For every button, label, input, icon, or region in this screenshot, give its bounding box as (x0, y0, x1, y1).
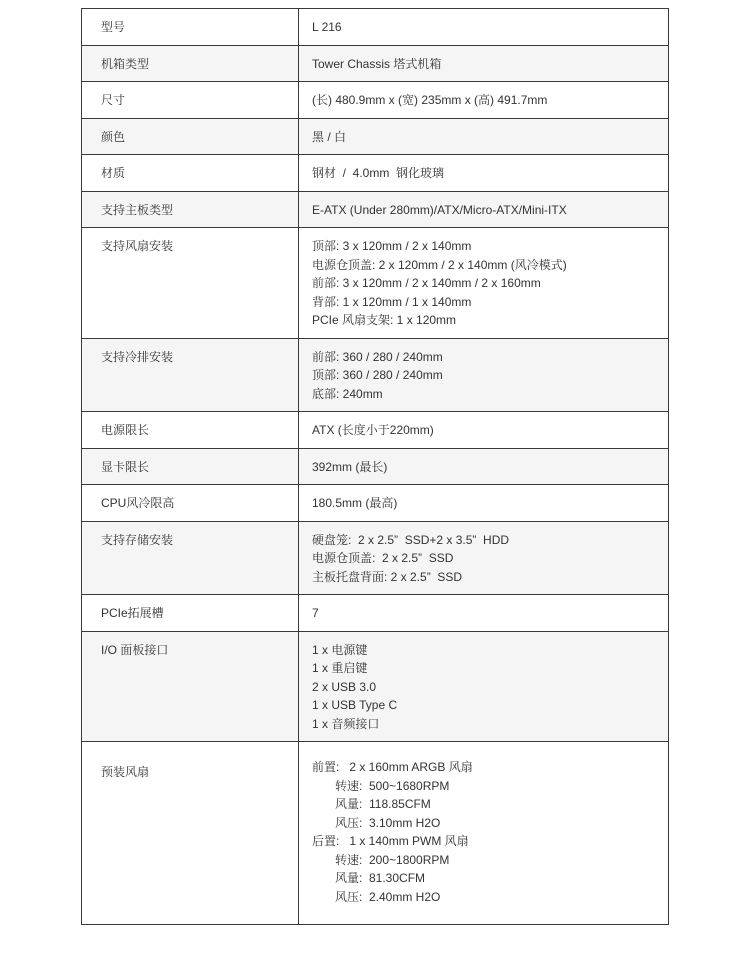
spec-value-line: L 216 (312, 20, 342, 34)
spec-value (299, 631, 669, 742)
spec-value-line: 转速: 200~1800RPM (335, 852, 450, 867)
spec-value-line: 7 (312, 606, 319, 620)
spec-label: 电源限长 (82, 412, 299, 449)
spec-value-line: 1 x 电源键 (312, 642, 368, 657)
spec-value-line: 1 x 重启键 (312, 661, 368, 675)
spec-value-line: 电源仓顶盖: 2 x 120mm / 2 x 140mm (风冷模式) (312, 257, 567, 272)
spec-label: 支持主板类型 (82, 191, 299, 228)
spec-value-line: 180.5mm (最高) (312, 496, 398, 510)
spec-value-line: E-ATX (Under 280mm)/ATX/Micro-ATX/Mini-ITX (312, 202, 567, 217)
spec-value-line: 1 x 音频接口 (312, 716, 380, 731)
spec-value-line: 2 x USB 3.0 (312, 679, 377, 694)
spec-value-line: PCIe 风扇支架: 1 x 120mm (312, 313, 457, 327)
spec-value (299, 521, 669, 595)
spec-value-line: 风压: 2.40mm H2O (335, 889, 441, 904)
spec-label: 支持风扇安装 (82, 228, 299, 339)
spec-row-color (82, 118, 669, 155)
spec-value (299, 155, 669, 192)
spec-row-radiator-support (82, 338, 669, 412)
spec-value-line: ATX (长度小于220mm) (312, 423, 434, 437)
spec-value-line: 后置: 1 x 140mm PWM 风扇 (312, 834, 469, 848)
spec-value-line: 1 x USB Type C (312, 698, 398, 712)
spec-value-line: Tower Chassis 塔式机箱 (312, 56, 442, 71)
spec-label: I/O 面板接口 (82, 631, 299, 742)
spec-value (299, 118, 669, 155)
spec-value-line: 392mm (最长) (312, 459, 388, 474)
spec-label: 材质 (82, 155, 299, 192)
spec-value (299, 228, 669, 339)
spec-value-line: 背部: 1 x 120mm / 1 x 140mm (312, 294, 472, 309)
spec-label: 型号 (82, 9, 299, 46)
spec-value-line: 顶部: 3 x 120mm / 2 x 140mm (312, 239, 472, 253)
spec-value (299, 82, 669, 119)
spec-value-line: 前部: 3 x 120mm / 2 x 140mm / 2 x 160mm (312, 276, 541, 290)
spec-row-storage (82, 521, 669, 595)
spec-value (299, 45, 669, 82)
spec-value-line: 转速: 500~1680RPM (335, 778, 450, 793)
spec-label: 颜色 (82, 118, 299, 155)
spec-value-line: 主板托盘背面: 2 x 2.5” SSD (312, 569, 463, 584)
spec-value (299, 485, 669, 522)
spec-row-model (82, 9, 669, 46)
spec-table-body (82, 9, 669, 925)
spec-row-chassis-type (82, 45, 669, 82)
spec-value (299, 595, 669, 632)
spec-row-material (82, 155, 669, 192)
spec-value-line: 电源仓顶盖: 2 x 2.5” SSD (312, 551, 454, 565)
spec-row-preinstalled-fans (82, 742, 669, 925)
spec-label: 支持存储安装 (82, 521, 299, 595)
spec-row-gpu-length (82, 448, 669, 485)
spec-label: CPU风冷限高 (82, 485, 299, 522)
spec-value-line: 黑 / 白 (312, 129, 347, 144)
spec-value-line: 风量: 81.30CFM (335, 871, 426, 885)
spec-label: 显卡限长 (82, 448, 299, 485)
spec-value (299, 448, 669, 485)
spec-row-dimensions (82, 82, 669, 119)
spec-label: PCIe拓展槽 (82, 595, 299, 632)
spec-row-io-panel (82, 631, 669, 742)
spec-value (299, 742, 669, 925)
spec-value (299, 412, 669, 449)
spec-value-line: 风量: 118.85CFM (335, 797, 431, 811)
spec-value-line: 顶部: 360 / 280 / 240mm (312, 368, 443, 382)
spec-row-motherboard (82, 191, 669, 228)
spec-value (299, 338, 669, 412)
spec-row-cpu-cooler-height (82, 485, 669, 522)
spec-value-line: (长) 480.9mm x (宽) 235mm x (高) 491.7mm (312, 93, 548, 107)
spec-row-pcie-slots (82, 595, 669, 632)
spec-table (81, 8, 669, 925)
spec-label: 尺寸 (82, 82, 299, 119)
spec-row-fan-support (82, 228, 669, 339)
spec-value (299, 191, 669, 228)
spec-label: 机箱类型 (82, 45, 299, 82)
spec-value-line: 前置: 2 x 160mm ARGB 风扇 (312, 760, 473, 774)
spec-value-line: 硬盘笼: 2 x 2.5” SSD+2 x 3.5” HDD (312, 532, 510, 547)
spec-value (299, 9, 669, 46)
spec-row-psu-length (82, 412, 669, 449)
spec-label: 预装风扇 (82, 742, 299, 925)
spec-value-line: 风压: 3.10mm H2O (335, 815, 441, 830)
spec-value-line: 前部: 360 / 280 / 240mm (312, 349, 443, 364)
spec-value-line: 钢材 / 4.0mm 钢化玻璃 (312, 166, 445, 180)
spec-label: 支持冷排安装 (82, 338, 299, 412)
spec-value-line: 底部: 240mm (312, 386, 383, 401)
